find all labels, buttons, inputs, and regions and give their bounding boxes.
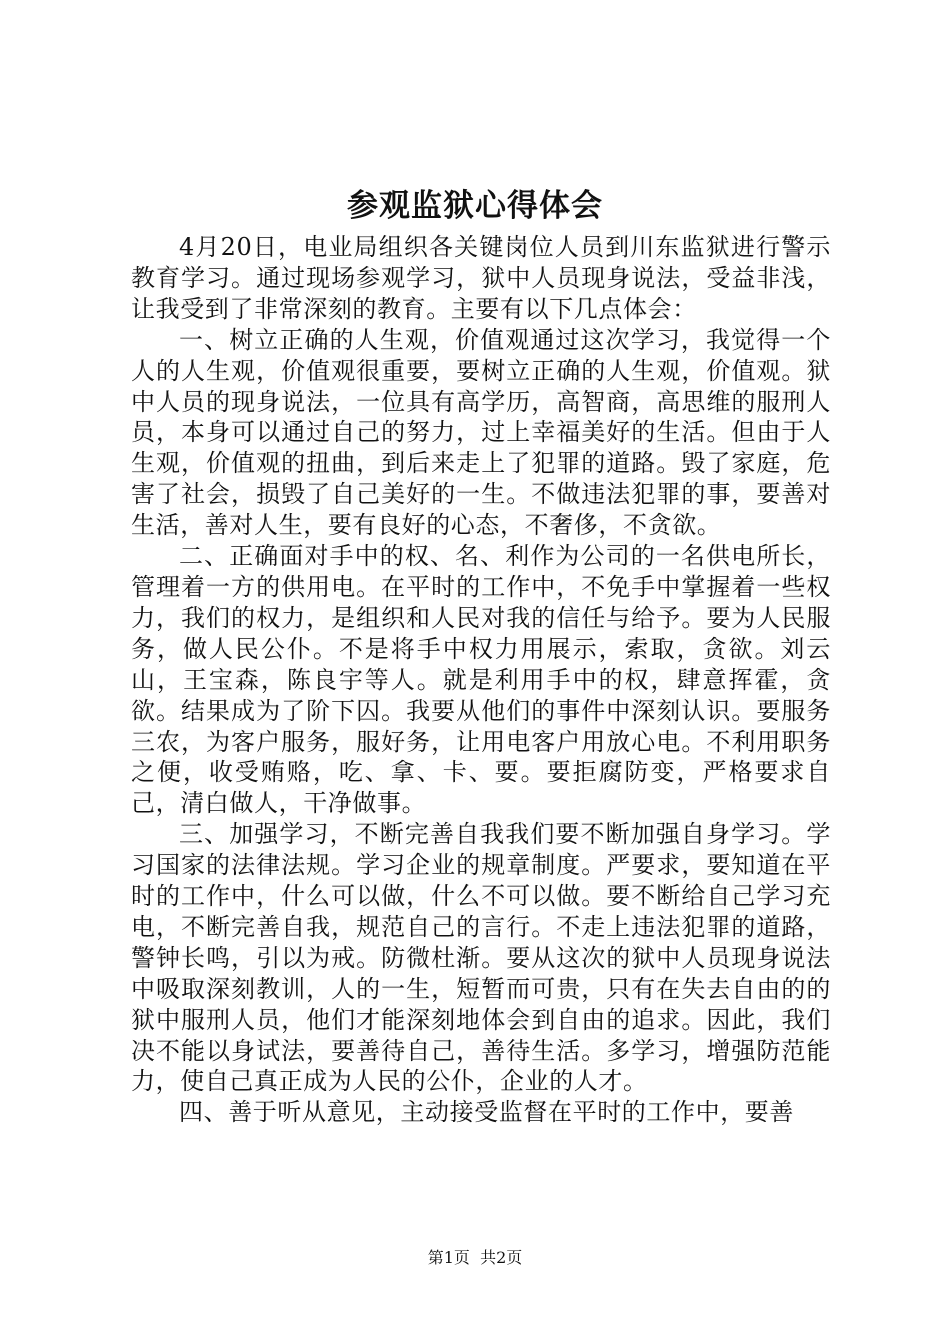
paragraph-intro: 4月20日，电业局组织各关键岗位人员到川东监狱进行警示教育学习。通过现场参观学习，狱中人员现身说法，受益非浅，让我受到了非常深刻的教育。主要有以下几点体会： bbox=[131, 233, 831, 323]
paragraph-section-4: 四、善于听从意见，主动接受监督在平时的工作中，要善 bbox=[179, 1098, 794, 1127]
page-total: 共2页 bbox=[480, 1248, 523, 1267]
page-number: 第1页 bbox=[427, 1248, 470, 1267]
paragraph-section-3: 三、加强学习，不断完善自我我们要不断加强自身学习。学习国家的法律法规。学习企业的规章制度。严要求，要知道在平时的工作中，什么可以做，什么不可以做。要不断给自己学习充电，不断完善自我，规范自己的言行。不走上违法犯罪的道路，警钟长鸣，引以为戒。防微杜渐。要从这次的狱中人员现身说法中吸取深刻教训，人的一生，短暂而可贵，只有在失去自由的的狱中服刑人员，他们才能深刻地体会到自由的追求。因此，我们决不能以身试法，要善待自己，善待生活。多学习，增强防范能力，使自己真正成为人民的公仆，企业的人才。 bbox=[131, 820, 831, 1096]
document-title: 参观监狱心得体会 bbox=[347, 188, 603, 224]
paragraph-section-2: 二、正确面对手中的权、名、利作为公司的一名供电所长，管理着一方的供用电。在平时的工作中，不免手中掌握着一些权力，我们的权力，是组织和人民对我的信任与给予。要为人民服务，做人民公仆。不是将手中权力用展示，索取，贪欲。刘云山，王宝森，陈良宇等人。就是利用手中的权，肆意挥霍，贪欲。结果成为了阶下囚。我要从他们的事件中深刻认识。要服务三农，为客户服务，服好务，让用电客户用放心电。不利用职务之便，收受贿赂，吃、拿、卡、要。要拒腐防变，严格要求自己，清白做人，干净做事。 bbox=[131, 542, 831, 818]
page-footer bbox=[0, 1248, 950, 1268]
document-body bbox=[131, 232, 831, 1128]
paragraph-section-1: 一、树立正确的人生观，价值观通过这次学习，我觉得一个人的人生观，价值观很重要，要树立正确的人生观，价值观。狱中人员的现身说法，一位具有高学历，高智商，高思维的服刑人员，本身可以通过自己的努力，过上幸福美好的生活。但由于人生观，价值观的扭曲，到后来走上了犯罪的道路。毁了家庭，危害了社会，损毁了自己美好的一生。不做违法犯罪的事，要善对生活，善对人生，要有良好的心态，不奢侈，不贪欲。 bbox=[131, 325, 831, 540]
